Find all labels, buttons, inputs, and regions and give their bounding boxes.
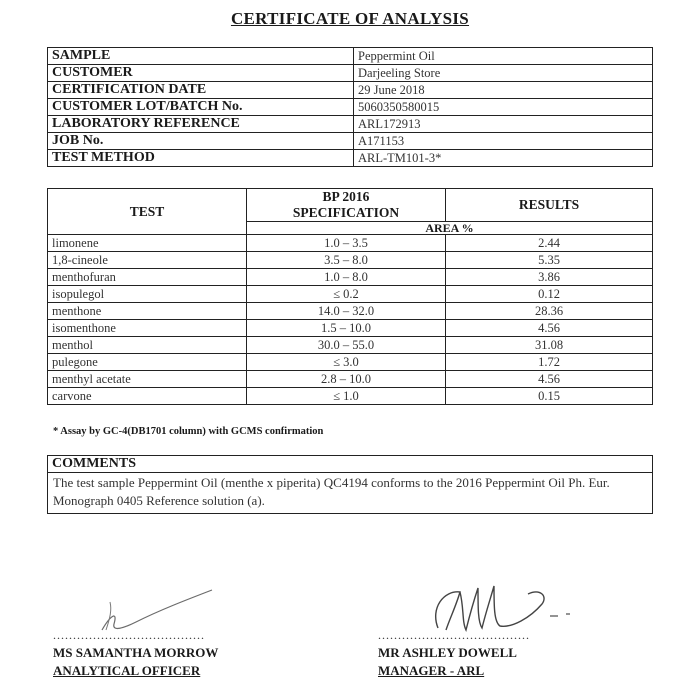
result-cell: 31.08: [446, 337, 653, 354]
signature-line: ......................................: [53, 628, 205, 642]
test-name-cell: isopulegol: [48, 286, 247, 303]
signature-block-right: [378, 628, 530, 679]
spec-cell: 3.5 – 8.0: [247, 252, 446, 269]
sample-info-table: [47, 47, 653, 167]
test-name-cell: isomenthone: [48, 320, 247, 337]
result-cell: 3.86: [446, 269, 653, 286]
table-row: [48, 235, 653, 252]
spec-cell: ≤ 0.2: [247, 286, 446, 303]
spec-cell: 1.5 – 10.0: [247, 320, 446, 337]
info-row: [48, 65, 653, 82]
spec-cell: 1.0 – 8.0: [247, 269, 446, 286]
result-cell: 5.35: [446, 252, 653, 269]
info-label: JOB No.: [48, 133, 354, 150]
info-label: CUSTOMER LOT/BATCH No.: [48, 99, 354, 116]
results-column-header: RESULTS: [446, 189, 653, 222]
spec-header-line2: SPECIFICATION: [292, 205, 400, 220]
comments-heading: COMMENTS: [48, 456, 653, 473]
comments-box: [47, 455, 653, 514]
spec-header-line1: BP 2016: [322, 189, 370, 204]
info-value: ARL-TM101-3*: [354, 150, 653, 167]
table-row: [48, 269, 653, 286]
test-name-cell: pulegone: [48, 354, 247, 371]
spec-cell: 14.0 – 32.0: [247, 303, 446, 320]
result-cell: 28.36: [446, 303, 653, 320]
info-value: Peppermint Oil: [354, 48, 653, 65]
table-row: [48, 320, 653, 337]
table-row: [48, 337, 653, 354]
table-row: [48, 388, 653, 405]
assay-footnote: * Assay by GC-4(DB1701 column) with GCMS confirmation: [53, 426, 324, 437]
spec-cell: ≤ 3.0: [247, 354, 446, 371]
info-label: CERTIFICATION DATE: [48, 82, 354, 99]
signatory-role: MANAGER - ARL: [378, 663, 485, 678]
info-value: A171153: [354, 133, 653, 150]
comments-text: The test sample Peppermint Oil (menthe x piperita) QC4194 conforms to the 2016 Peppermint Oil Ph. Eur. Monograph 0405 Reference solution (a).: [48, 473, 653, 514]
info-row: [48, 150, 653, 167]
table-row: [48, 371, 653, 388]
info-value: 29 June 2018: [354, 82, 653, 99]
info-value: 5060350580015: [354, 99, 653, 116]
test-name-cell: menthone: [48, 303, 247, 320]
info-label: CUSTOMER: [48, 65, 354, 82]
spec-cell: 2.8 – 10.0: [247, 371, 446, 388]
spec-column-header: [247, 189, 446, 222]
result-cell: 4.56: [446, 371, 653, 388]
signature-line: ......................................: [378, 628, 530, 642]
info-value: Darjeeling Store: [354, 65, 653, 82]
test-name-cell: menthofuran: [48, 269, 247, 286]
document-title: CERTIFICATE OF ANALYSIS: [230, 9, 470, 28]
signatory-name: MR ASHLEY DOWELL: [378, 645, 517, 660]
test-column-header: TEST: [48, 189, 247, 235]
info-row: [48, 99, 653, 116]
table-row: [48, 286, 653, 303]
signatory-name: MS SAMANTHA MORROW: [53, 645, 219, 660]
result-cell: 2.44: [446, 235, 653, 252]
result-cell: 4.56: [446, 320, 653, 337]
table-row: [48, 303, 653, 320]
test-name-cell: 1,8-cineole: [48, 252, 247, 269]
result-cell: 0.15: [446, 388, 653, 405]
table-row: [48, 354, 653, 371]
test-name-cell: menthol: [48, 337, 247, 354]
info-value: ARL172913: [354, 116, 653, 133]
info-label: SAMPLE: [48, 48, 354, 65]
info-label: LABORATORY REFERENCE: [48, 116, 354, 133]
signatory-role: ANALYTICAL OFFICER: [53, 663, 201, 678]
info-row: [48, 116, 653, 133]
signature-block-left: [53, 628, 218, 679]
info-row: [48, 48, 653, 65]
info-label: TEST METHOD: [48, 150, 354, 167]
test-name-cell: limonene: [48, 235, 247, 252]
spec-cell: 30.0 – 55.0: [247, 337, 446, 354]
test-name-cell: carvone: [48, 388, 247, 405]
info-row: [48, 133, 653, 150]
results-table: [47, 188, 653, 405]
spec-cell: 1.0 – 3.5: [247, 235, 446, 252]
result-cell: 1.72: [446, 354, 653, 371]
result-cell: 0.12: [446, 286, 653, 303]
spec-cell: ≤ 1.0: [247, 388, 446, 405]
test-name-cell: menthyl acetate: [48, 371, 247, 388]
table-row: [48, 252, 653, 269]
info-row: [48, 82, 653, 99]
unit-header: AREA %: [247, 222, 653, 235]
